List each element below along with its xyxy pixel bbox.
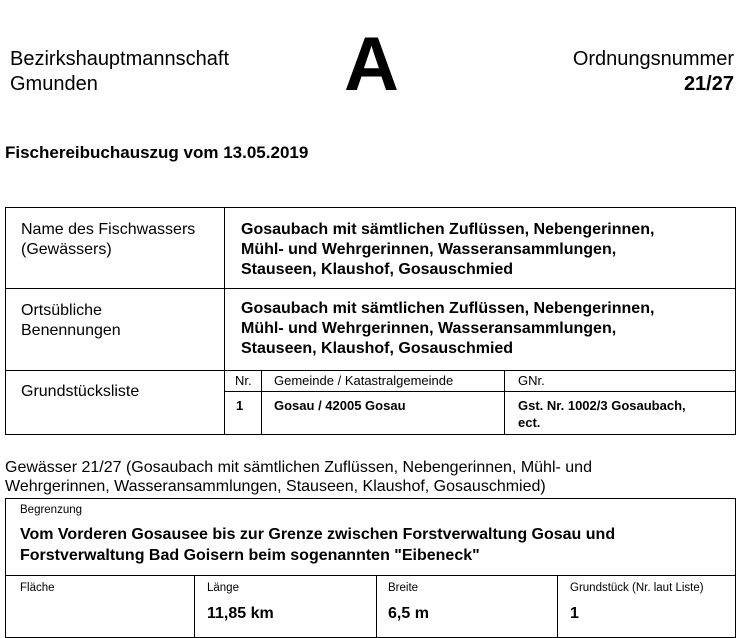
boundary-label: Begrenzung [20,504,83,516]
description-line: Gewässer 21/27 (Gosaubach mit sämtlichen Zuflüssen, Nebengerinnen, Mühl- und [5,459,592,476]
local-names-value-line: Stauseen, Klaushof, Gosauschmied [241,340,514,357]
length-label: Länge [207,582,239,594]
parcel-header-divider [224,391,735,392]
parcel-ref-label: Grundstück (Nr. laut Liste) [570,582,704,594]
issuing-authority [10,47,229,97]
parcel-nr: 1 [236,398,244,413]
parcel-gnr-line: ect. [518,415,541,430]
gewaesser-description [5,458,737,496]
category-letter: A [344,22,399,107]
boundary-table [5,498,736,638]
local-names-value [241,299,654,359]
col-gemeinde-header: Gemeinde / Katastralgemeinde [274,373,454,388]
parcel-list-label: Grundstücksliste [21,383,140,400]
parcel-gnr [518,397,686,431]
name-label [21,220,195,260]
parcel-gnr-line: Gst. Nr. 1002/3 Gosaubach, [518,398,686,413]
local-names-value-line: Gosaubach mit sämtlichen Zuflüssen, Nebengerinnen, [241,300,655,317]
local-names-value-line: Mühl- und Wehrgerinnen, Wasseransammlungen, [241,320,617,337]
name-label-line: (Gewässers) [21,241,112,258]
column-divider [557,575,558,637]
col-gnr-header: GNr. [518,373,545,388]
parcel-ref-value: 1 [570,605,579,622]
name-label-line: Name des Fischwassers [21,221,196,238]
local-names-label-line: Ortsübliche [21,302,102,319]
authority-district: Gmunden [10,73,98,95]
description-line: Wehrgerinnen, Wasseransammlungen, Stauseen, Klaushof, Gosauschmied) [5,478,546,495]
boundary-line: Vom Vorderen Gosausee bis zur Grenze zwischen Forstverwaltung Gosau und [20,526,616,543]
width-label: Breite [388,582,419,594]
name-value-line: Gosaubach mit sämtlichen Zuflüssen, Nebengerinnen, [241,221,655,238]
col-nr-header: Nr. [235,373,252,388]
length-value: 11,85 km [207,605,274,622]
order-number-value: 21/27 [683,73,734,95]
parcel-table [224,370,735,434]
document-title: Fischereibuchauszug vom 13.05.2019 [5,143,309,162]
parcel-column-divider [504,370,505,434]
column-divider [376,575,377,637]
order-number-label: Ordnungsnummer [572,48,734,70]
boundary-value [20,524,615,566]
order-number-block [573,47,734,97]
authority-name: Bezirkshauptmannschaft [10,48,230,70]
width-value: 6,5 m [388,605,429,622]
name-value-line: Stauseen, Klaushof, Gosauschmied [241,261,514,278]
local-names-label-line: Benennungen [21,322,121,339]
name-value-line: Mühl- und Wehrgerinnen, Wasseransammlungen, [241,241,617,258]
fishwater-info-table [5,207,736,435]
name-value [241,220,654,280]
boundary-line: Forstverwaltung Bad Goisern beim sogenannten "Eibeneck" [20,547,480,564]
parcel-column-divider [261,370,262,434]
parcel-gemeinde: Gosau / 42005 Gosau [274,398,406,413]
row-divider [6,575,735,576]
area-label: Fläche [20,582,55,594]
local-names-label [21,301,121,341]
column-divider [194,575,195,637]
row-divider [6,288,735,289]
